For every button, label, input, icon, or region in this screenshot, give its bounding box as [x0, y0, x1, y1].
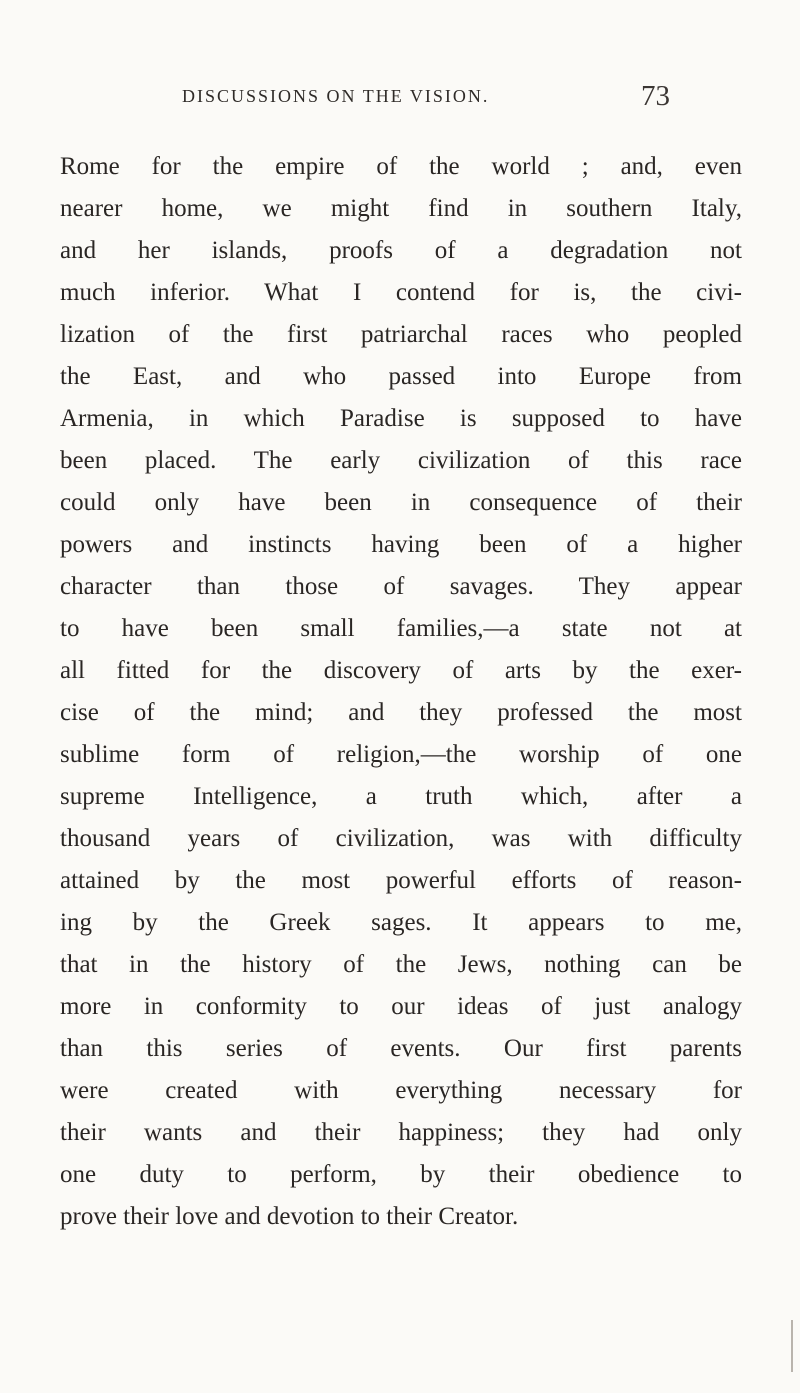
text-line: one duty to perform, by their obedience to [60, 1161, 742, 1188]
text-line: ing by the Greek sages. It appears to me, [60, 909, 742, 936]
text-line: their wants and their happiness; they had only [60, 1119, 742, 1146]
text-line: more in conformity to our ideas of just analogy [60, 993, 742, 1020]
text-line: much inferior. What I contend for is, the civi- [60, 279, 742, 306]
body-text [60, 146, 742, 1238]
running-head: DISCUSSIONS ON THE VISION. [182, 86, 490, 106]
text-line: Armenia, in which Paradise is supposed to have [60, 405, 742, 432]
text-line: thousand years of civilization, was with difficulty [60, 825, 742, 852]
text-line: powers and instincts having been of a higher [60, 531, 742, 558]
text-line: prove their love and devotion to their Creator. [60, 1203, 519, 1230]
text-line: than this series of events. Our first parents [60, 1035, 742, 1062]
text-line: the East, and who passed into Europe from [60, 363, 742, 390]
text-line: Rome for the empire of the world ; and, even [60, 153, 742, 180]
text-line: supreme Intelligence, a truth which, after a [60, 783, 742, 810]
text-line: were created with everything necessary for [60, 1077, 742, 1104]
text-line: character than those of savages. They appear [60, 573, 742, 600]
text-line: and her islands, proofs of a degradation not [60, 237, 742, 264]
text-line: nearer home, we might find in southern Italy, [60, 195, 742, 222]
text-line: all fitted for the discovery of arts by the exer- [60, 657, 742, 684]
text-line: been placed. The early civilization of this race [60, 447, 742, 474]
text-line: cise of the mind; and they professed the most [60, 699, 742, 726]
text-line: attained by the most powerful efforts of reason- [60, 867, 742, 894]
text-line: lization of the first patriarchal races who peopled [60, 321, 742, 348]
text-line: could only have been in consequence of their [60, 489, 742, 516]
text-line: to have been small families,—a state not at [60, 615, 742, 642]
text-line: that in the history of the Jews, nothing can be [60, 951, 742, 978]
page-number: 73 [641, 80, 670, 112]
text-line: sublime form of religion,—the worship of one [60, 741, 742, 768]
page-edge-mark [791, 1320, 793, 1372]
